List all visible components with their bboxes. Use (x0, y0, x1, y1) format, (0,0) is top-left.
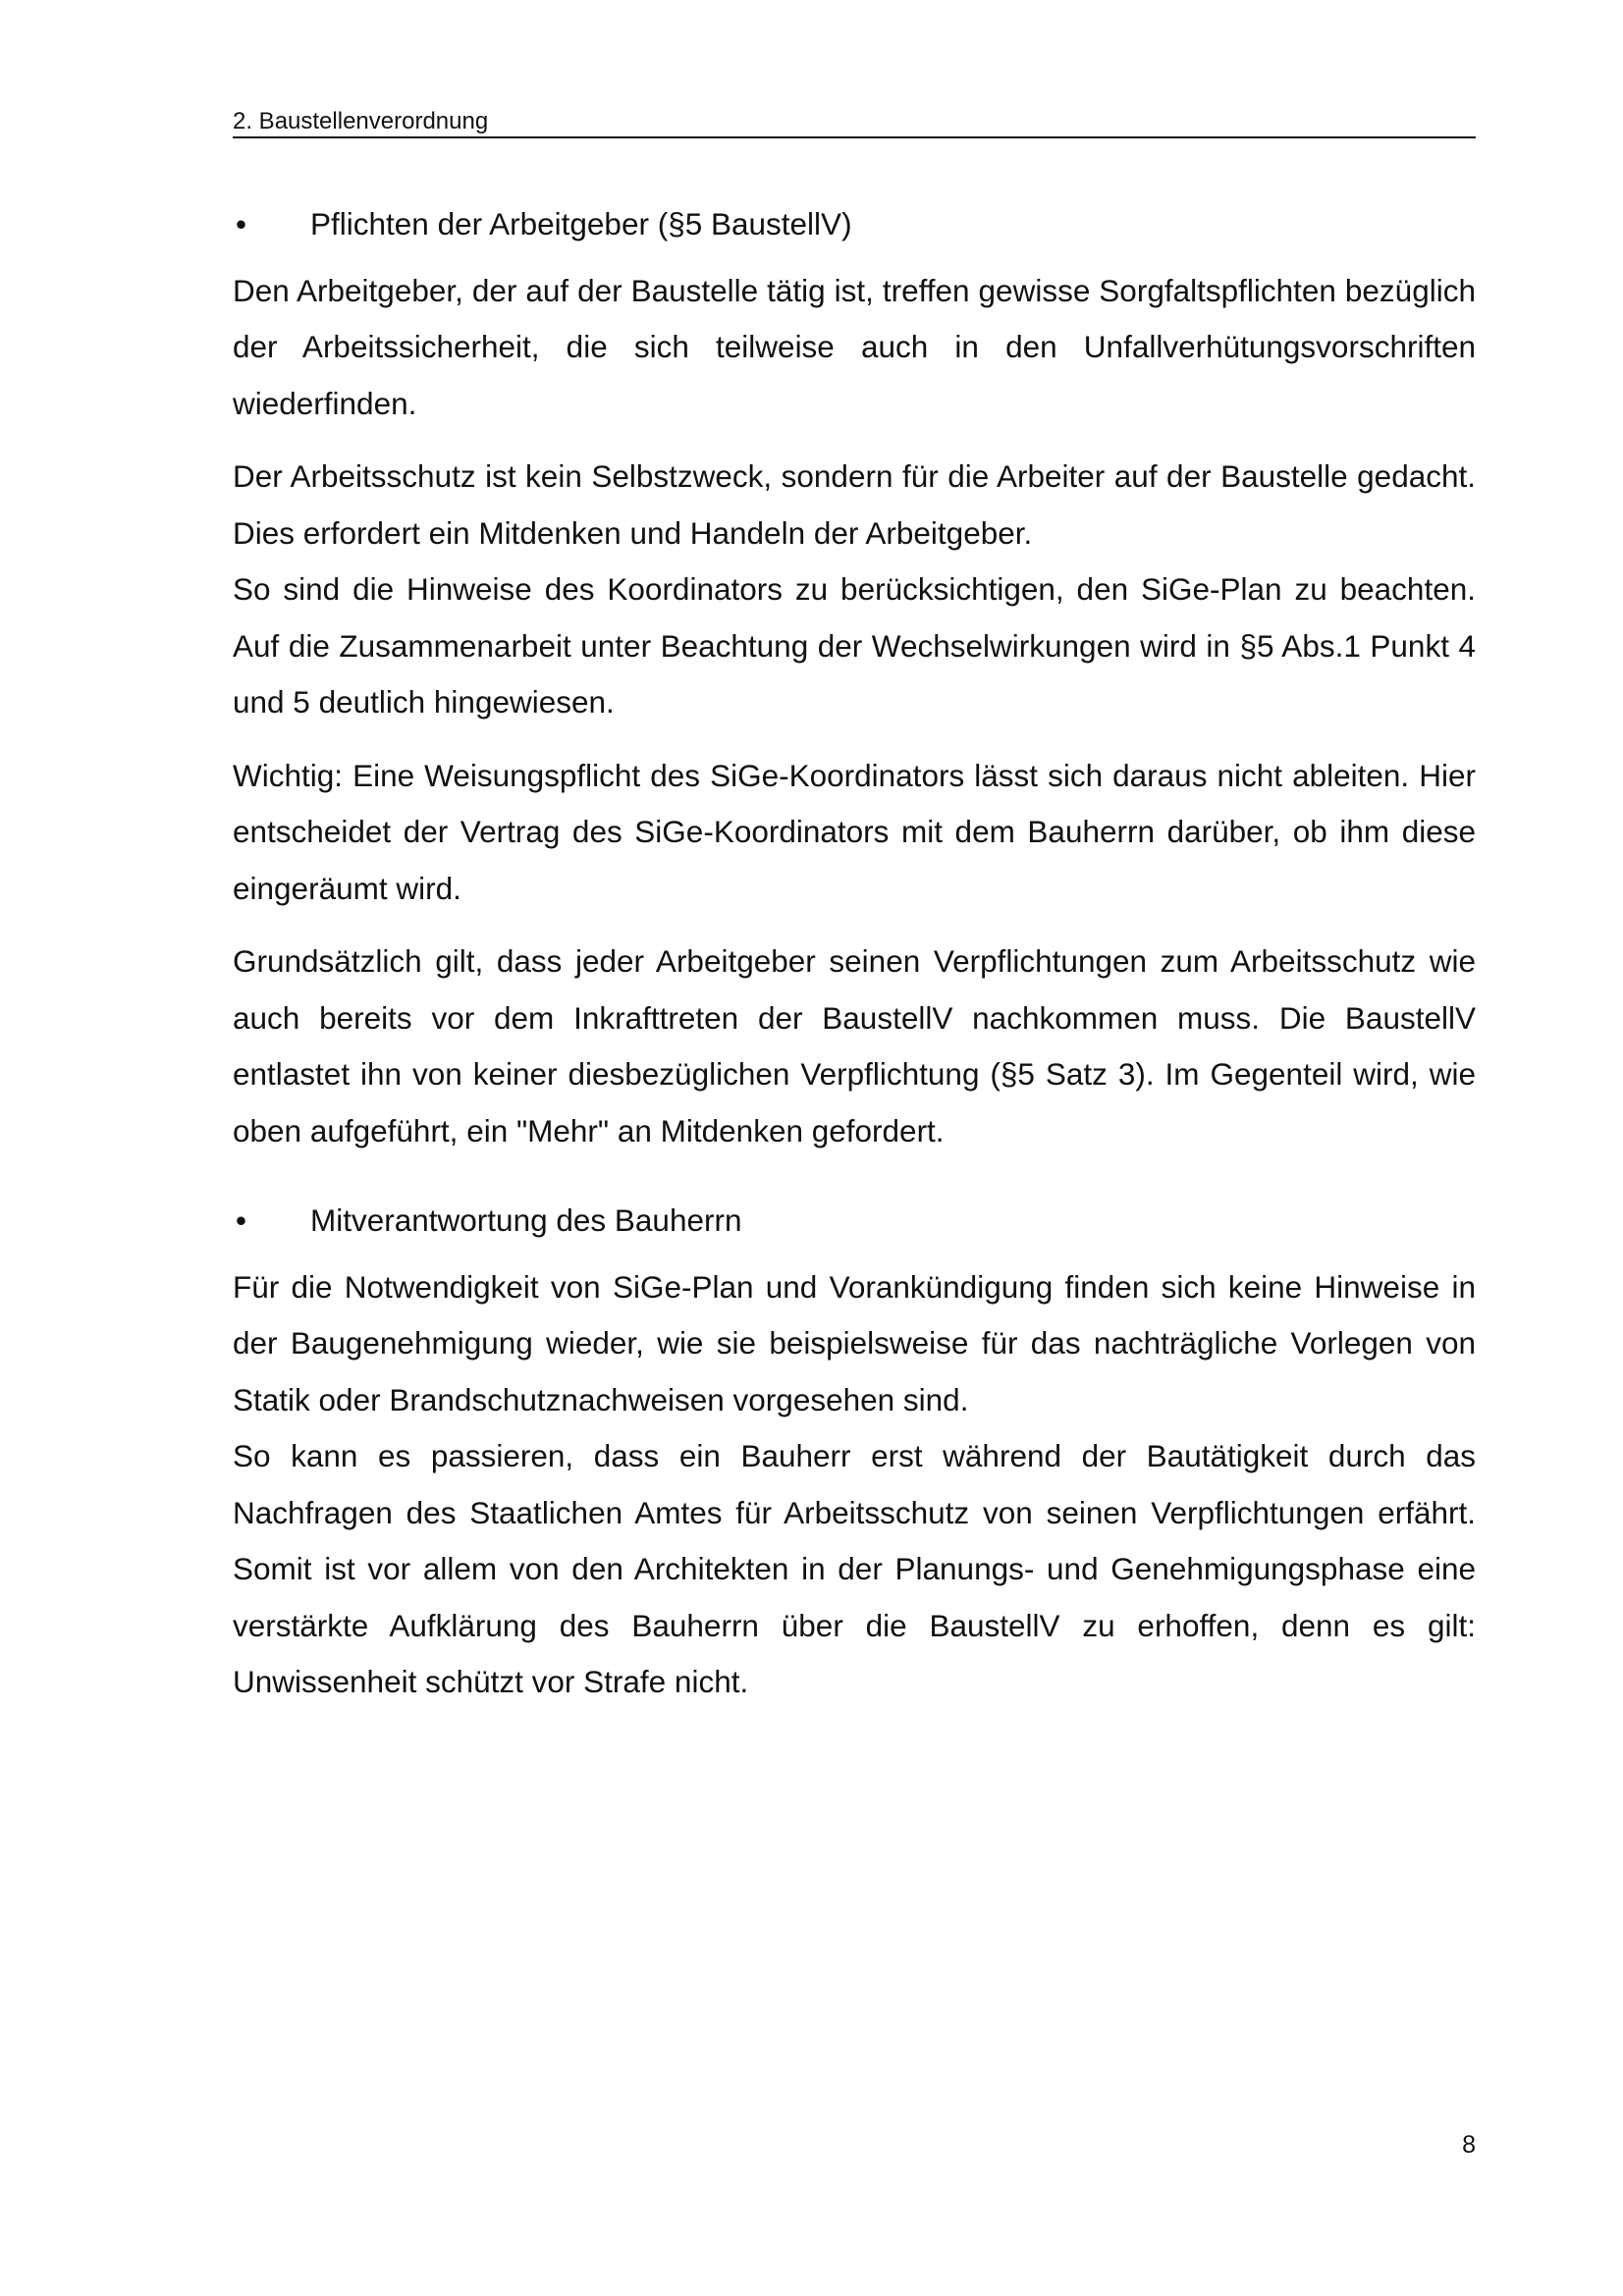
paragraph: So kann es passieren, dass ein Bauherr erst während der Bautätigkeit durch das Nachfragen des Staatlichen Amtes für Arbeitsschutz von seinen Verpflichtungen erfährt. Somit ist vor allem von den Architekten in der Planungs- und Genehmigungsphase eine verstärkte Aufklärung des Bauherrn über die BaustellV zu erhoffen, denn es gilt: Unwissenheit schützt vor Strafe nicht. (233, 1438, 1476, 1699)
bullet-icon: • (236, 1202, 247, 1238)
bullet-icon: • (236, 206, 247, 241)
section-heading-text: Mitverantwortung des Bauherrn (310, 1202, 742, 1238)
running-header: 2. Baustellenverordnung (233, 108, 1476, 138)
section-heading-client-responsibility (233, 1193, 1476, 1250)
paragraph: So sind die Hinweise des Koordinators zu berücksichtigen, den SiGe-Plan zu beachten. Auf die Zusammenarbeit unter Beachtung der Wechselwirkungen wird in §5 Abs.1 Punkt 4 und 5 deutlich hingewiesen. (233, 571, 1476, 720)
page-body (233, 196, 1476, 1711)
paragraph: Für die Notwendigkeit von SiGe-Plan und Vorankündigung finden sich keine Hinweise in der Baugenehmigung wieder, wie sie beispielsweise für das nachträgliche Vorlegen von Statik oder Brandschutznachweisen vorgesehen sind. (233, 1268, 1476, 1417)
page-number: 8 (1462, 2131, 1476, 2159)
paragraph: Der Arbeitsschutz ist kein Selbstzweck, sondern für die Arbeiter auf der Baustelle gedacht. Dies erfordert ein Mitdenken und Handeln der Arbeitgeber. (233, 458, 1476, 551)
section-heading-text: Pflichten der Arbeitgeber (§5 BaustellV) (310, 206, 852, 241)
section-heading-employer-duties (233, 196, 1476, 253)
paragraph: Den Arbeitgeber, der auf der Baustelle tätig ist, treffen gewisse Sorgfaltspflichten bezüglich der Arbeitssicherheit, die sich teilweise auch in den Unfallverhütungsvorschriften wiederfinden. (233, 272, 1476, 421)
paragraph: Grundsätzlich gilt, dass jeder Arbeitgeber seinen Verpflichtungen zum Arbeitsschutz wie auch bereits vor dem Inkrafttreten der BaustellV nachkommen muss. Die BaustellV entlastet ihn von keiner diesbezüglichen Verpflichtung (§5 Satz 3). Im Gegenteil wird, wie oben aufgeführt, ein "Mehr" an Mitdenken gefordert. (233, 943, 1476, 1148)
paragraph: Wichtig: Eine Weisungspflicht des SiGe-Koordinators lässt sich daraus nicht ableiten. Hier entscheidet der Vertrag des SiGe-Koordinators mit dem Bauherrn darüber, ob ihm diese eingeräumt wird. (233, 757, 1476, 906)
